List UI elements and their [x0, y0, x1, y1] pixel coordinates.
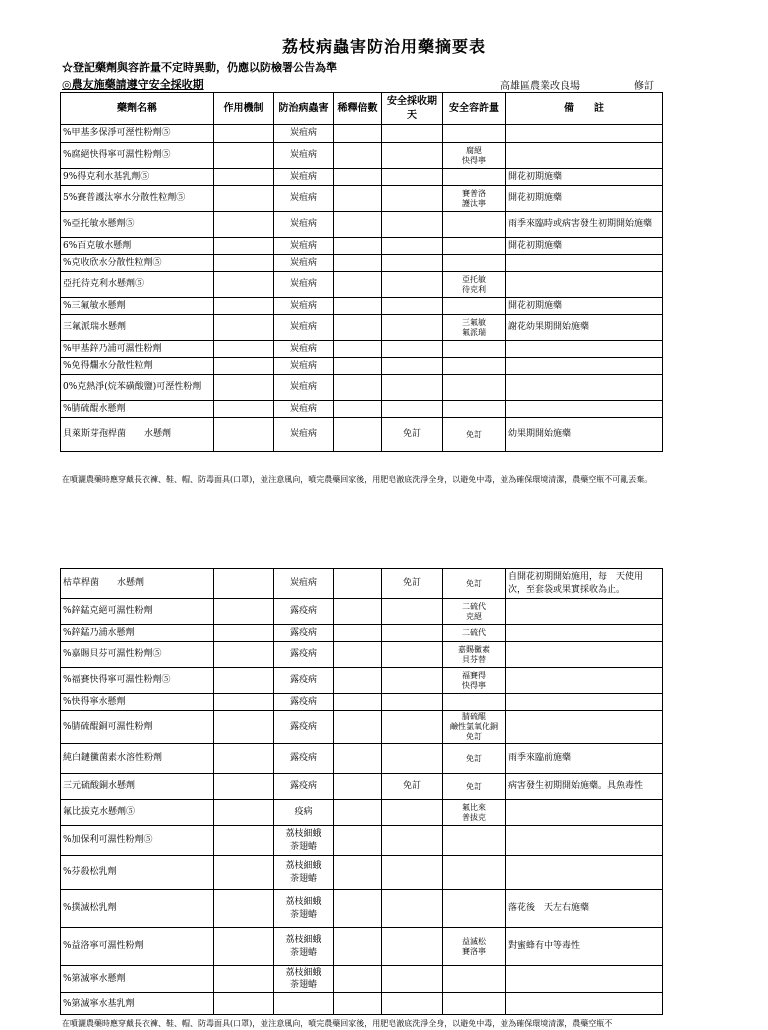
dilution-cell: [334, 341, 382, 358]
table-row: [61, 711, 663, 744]
header-mechanism: 作用機制: [214, 93, 274, 125]
table-row: [61, 375, 663, 401]
dilution-cell: [334, 599, 382, 625]
pesticide-name: %益洛寧可濕性粉劑: [61, 928, 214, 966]
pesticide-name: %腈硫醌水懸劑: [61, 401, 214, 418]
dilution-cell: [334, 625, 382, 642]
harvest-cell: [382, 212, 443, 238]
table-row: [61, 642, 663, 668]
harvest-cell: [382, 125, 443, 143]
harvest-cell: [382, 375, 443, 401]
table-row: [61, 668, 663, 694]
tolerance-cell: 二硫代 克絕: [443, 599, 506, 625]
mechanism-cell: [214, 826, 274, 856]
tolerance-cell: 腈硫醌 鹼性氯氧化銅 免訂: [443, 711, 506, 744]
remarks-cell: [506, 599, 663, 625]
pesticide-name: 三元硫酸銅水懸劑: [61, 774, 214, 800]
table-row: [61, 238, 663, 255]
harvest-note: ◎農友施藥請遵守安全採收期: [62, 78, 204, 91]
remarks-cell: 雨季來臨時或病害發生初期開始施藥: [506, 212, 663, 238]
pesticide-name: 0%克熱淨(烷苯磺酸鹽)可溼性粉劑: [61, 375, 214, 401]
dilution-cell: [334, 890, 382, 928]
remarks-cell: [506, 255, 663, 272]
pesticide-name: 6%百克敏水懸劑: [61, 238, 214, 255]
pesticide-table-1: [60, 92, 663, 452]
tolerance-cell: 亞托敏 待克利: [443, 272, 506, 298]
dilution-cell: [334, 169, 382, 186]
tolerance-cell: 二硫代: [443, 625, 506, 642]
remarks-cell: 開花初期施藥: [506, 238, 663, 255]
table-row: [61, 694, 663, 711]
harvest-cell: [382, 800, 443, 826]
table-row: [61, 890, 663, 928]
mechanism-cell: [214, 401, 274, 418]
table-row: [61, 169, 663, 186]
target-cell: 炭疽病: [274, 238, 334, 255]
dilution-cell: [334, 774, 382, 800]
target-cell: 露疫病: [274, 711, 334, 744]
header-remarks: 備 註: [506, 93, 663, 125]
remarks-cell: 自開花初期開始施用，每 天使用 次，至套袋或果實採收為止。: [506, 569, 663, 599]
tolerance-cell: [443, 255, 506, 272]
dilution-cell: [334, 238, 382, 255]
pesticide-name: %腈硫醌銅可濕性粉劑: [61, 711, 214, 744]
tolerance-cell: [443, 212, 506, 238]
mechanism-cell: [214, 993, 274, 1015]
tolerance-cell: [443, 826, 506, 856]
target-cell: 炭疽病: [274, 375, 334, 401]
harvest-cell: 免訂: [382, 569, 443, 599]
remarks-cell: 幼果期開始施藥: [506, 418, 663, 452]
tolerance-cell: [443, 694, 506, 711]
remarks-cell: [506, 143, 663, 169]
remarks-cell: [506, 856, 663, 890]
mechanism-cell: [214, 255, 274, 272]
header-target: 防治病蟲害: [274, 93, 334, 125]
harvest-cell: [382, 401, 443, 418]
target-cell: 炭疽病: [274, 341, 334, 358]
target-cell: 露疫病: [274, 668, 334, 694]
dilution-cell: [334, 358, 382, 375]
mechanism-cell: [214, 358, 274, 375]
dilution-cell: [334, 826, 382, 856]
mechanism-cell: [214, 599, 274, 625]
dilution-cell: [334, 668, 382, 694]
mechanism-cell: [214, 418, 274, 452]
pesticide-name: %腐絕快得寧可濕性粉劑⑤: [61, 143, 214, 169]
dilution-cell: [334, 993, 382, 1015]
tolerance-cell: 三氟敏 氟派瑞: [443, 315, 506, 341]
table-row: [61, 599, 663, 625]
remarks-cell: [506, 993, 663, 1015]
remarks-cell: 謝花幼果期開始施藥: [506, 315, 663, 341]
mechanism-cell: [214, 169, 274, 186]
pesticide-name: %甲基鋅乃浦可濕性粉劑: [61, 341, 214, 358]
mechanism-cell: [214, 298, 274, 315]
tolerance-cell: 免訂: [443, 774, 506, 800]
pesticide-name: %甲基多保淨可溼性粉劑⑤: [61, 125, 214, 143]
target-cell: 荔枝細蛾 荼翅蝽: [274, 928, 334, 966]
remarks-cell: [506, 358, 663, 375]
target-cell: 露疫病: [274, 599, 334, 625]
remarks-cell: [506, 401, 663, 418]
table-row: [61, 993, 663, 1015]
tolerance-cell: [443, 890, 506, 928]
target-cell: 炭疽病: [274, 186, 334, 212]
tolerance-cell: [443, 401, 506, 418]
table-row: [61, 774, 663, 800]
target-cell: [274, 993, 334, 1015]
remarks-cell: [506, 341, 663, 358]
tolerance-cell: [443, 125, 506, 143]
office-name: 高雄區農業改良場: [500, 81, 580, 92]
pesticide-name: 枯草桿菌 水懸劑: [61, 569, 214, 599]
table-row: [61, 826, 663, 856]
pesticide-name: 氟比拔克水懸劑⑤: [61, 800, 214, 826]
pesticide-name: %鋅錳克絕可濕性粉劑: [61, 599, 214, 625]
dilution-cell: [334, 401, 382, 418]
dilution-cell: [334, 143, 382, 169]
table-row: [61, 255, 663, 272]
target-cell: 荔枝細蛾 荼翅蝽: [274, 890, 334, 928]
safety-footnote-2: 在噴灑農藥時應穿戴長衣褲、鞋、帽、防毒面具(口罩)，並注意風向，噴完農藥回家後，用肥皂澈底洗淨全身，以避免中毒，並為確保環境清潔，農藥空瓶不: [62, 1019, 613, 1028]
remarks-cell: 病害發生初期開始施藥。具魚毒性: [506, 774, 663, 800]
table-row: [61, 418, 663, 452]
dilution-cell: [334, 272, 382, 298]
table-row: [61, 358, 663, 375]
tolerance-cell: 益滅松 賽洛寧: [443, 928, 506, 966]
tolerance-cell: 腐絕 快得寧: [443, 143, 506, 169]
tolerance-cell: 福賽得 快得寧: [443, 668, 506, 694]
pesticide-table-2: [60, 568, 663, 1015]
remarks-cell: 落花後 天左右施藥: [506, 890, 663, 928]
dilution-cell: [334, 298, 382, 315]
pesticide-name: %第滅寧水懸劑: [61, 966, 214, 993]
dilution-cell: [334, 966, 382, 993]
mechanism-cell: [214, 186, 274, 212]
target-cell: 炭疽病: [274, 125, 334, 143]
remarks-cell: 對蜜蜂有中等毒性: [506, 928, 663, 966]
pesticide-name: 9%得克利水基乳劑⑤: [61, 169, 214, 186]
dilution-cell: [334, 212, 382, 238]
header-dilution: 稀釋倍數: [334, 93, 382, 125]
safety-footnote: 在噴灑農藥時應穿戴長衣褲、鞋、帽、防毒面具(口罩)，並注意風向，噴完農藥回家後，用肥皂澈底洗淨全身，以避免中毒，並為確保環境清潔，農藥空瓶不可亂丟棄。: [62, 475, 653, 484]
mechanism-cell: [214, 890, 274, 928]
target-cell: 炭疽病: [274, 272, 334, 298]
remarks-cell: 開花初期施藥: [506, 169, 663, 186]
harvest-cell: [382, 625, 443, 642]
registration-note: ☆登記藥劑與容許量不定時異動，仍應以防檢署公告為準: [62, 61, 337, 74]
pesticide-name: %免得爛水分散性粒劑: [61, 358, 214, 375]
remarks-cell: [506, 668, 663, 694]
tolerance-cell: [443, 298, 506, 315]
target-cell: 荔枝細蛾 荼翅蝽: [274, 856, 334, 890]
table-row: [61, 744, 663, 774]
revised-label: 修訂: [634, 81, 654, 92]
remarks-cell: 雨季來臨前施藥: [506, 744, 663, 774]
remarks-cell: 開花初期施藥: [506, 298, 663, 315]
pesticide-name: %嘉賜貝芬可濕性粉劑⑤: [61, 642, 214, 668]
target-cell: 炭疽病: [274, 569, 334, 599]
harvest-cell: [382, 315, 443, 341]
harvest-cell: [382, 928, 443, 966]
tolerance-cell: [443, 238, 506, 255]
tolerance-cell: 嘉賜黴素 貝芬替: [443, 642, 506, 668]
target-cell: 炭疽病: [274, 298, 334, 315]
harvest-cell: [382, 143, 443, 169]
harvest-cell: [382, 169, 443, 186]
harvest-cell: [382, 238, 443, 255]
mechanism-cell: [214, 928, 274, 966]
mechanism-cell: [214, 800, 274, 826]
harvest-cell: 免訂: [382, 418, 443, 452]
tolerance-cell: 免訂: [443, 744, 506, 774]
tolerance-cell: 免訂: [443, 569, 506, 599]
remarks-cell: [506, 272, 663, 298]
table-row: [61, 625, 663, 642]
remarks-cell: [506, 711, 663, 744]
dilution-cell: [334, 186, 382, 212]
target-cell: 炭疽病: [274, 255, 334, 272]
pesticide-name: 亞托待克利水懸劑⑤: [61, 272, 214, 298]
target-cell: 炭疽病: [274, 169, 334, 186]
dilution-cell: [334, 711, 382, 744]
tolerance-cell: 免訂: [443, 418, 506, 452]
dilution-cell: [334, 642, 382, 668]
harvest-cell: [382, 826, 443, 856]
mechanism-cell: [214, 744, 274, 774]
dilution-cell: [334, 125, 382, 143]
mechanism-cell: [214, 143, 274, 169]
dilution-cell: [334, 315, 382, 341]
pesticide-name: 貝萊斯芽孢桿菌 水懸劑: [61, 418, 214, 452]
tolerance-cell: 賽普洛 護汰寧: [443, 186, 506, 212]
tolerance-cell: [443, 341, 506, 358]
table-row: [61, 856, 663, 890]
remarks-cell: [506, 966, 663, 993]
table-row: [61, 928, 663, 966]
mechanism-cell: [214, 711, 274, 744]
harvest-cell: [382, 358, 443, 375]
mechanism-cell: [214, 238, 274, 255]
target-cell: 疫病: [274, 800, 334, 826]
mechanism-cell: [214, 315, 274, 341]
harvest-cell: [382, 993, 443, 1015]
target-cell: 炭疽病: [274, 143, 334, 169]
table-row: [61, 212, 663, 238]
target-cell: 露疫病: [274, 744, 334, 774]
pesticide-name: %福賽快得寧可濕性粉劑⑤: [61, 668, 214, 694]
dilution-cell: [334, 255, 382, 272]
mechanism-cell: [214, 212, 274, 238]
harvest-cell: [382, 711, 443, 744]
harvest-cell: [382, 341, 443, 358]
harvest-cell: [382, 856, 443, 890]
mechanism-cell: [214, 774, 274, 800]
target-cell: 炭疽病: [274, 401, 334, 418]
pesticide-name: %克收欣水分散性粒劑⑤: [61, 255, 214, 272]
tolerance-cell: [443, 375, 506, 401]
table-row: [61, 966, 663, 993]
harvest-cell: [382, 966, 443, 993]
dilution-cell: [334, 569, 382, 599]
tolerance-cell: [443, 169, 506, 186]
target-cell: 炭疽病: [274, 418, 334, 452]
harvest-cell: [382, 599, 443, 625]
harvest-cell: [382, 694, 443, 711]
pesticide-name: 三氟派瑞水懸劑: [61, 315, 214, 341]
harvest-cell: [382, 298, 443, 315]
harvest-cell: [382, 744, 443, 774]
table-row: [61, 298, 663, 315]
target-cell: 露疫病: [274, 694, 334, 711]
table-row: [61, 401, 663, 418]
mechanism-cell: [214, 625, 274, 642]
remarks-cell: [506, 800, 663, 826]
target-cell: 荔枝細蛾 荼翅蝽: [274, 966, 334, 993]
target-cell: 炭疽病: [274, 315, 334, 341]
table-row: [61, 125, 663, 143]
pesticide-name: %亞托敏水懸劑⑤: [61, 212, 214, 238]
tolerance-cell: [443, 993, 506, 1015]
target-cell: 露疫病: [274, 774, 334, 800]
dilution-cell: [334, 418, 382, 452]
remarks-cell: [506, 375, 663, 401]
table-row: [61, 569, 663, 599]
pesticide-name: %加保利可濕性粉劑⑤: [61, 826, 214, 856]
table-row: [61, 800, 663, 826]
mechanism-cell: [214, 125, 274, 143]
tolerance-cell: [443, 856, 506, 890]
remarks-cell: 開花初期施藥: [506, 186, 663, 212]
dilution-cell: [334, 856, 382, 890]
table-row: [61, 341, 663, 358]
header-tolerance: 安全容許量: [443, 93, 506, 125]
harvest-cell: [382, 272, 443, 298]
mechanism-cell: [214, 375, 274, 401]
mechanism-cell: [214, 272, 274, 298]
target-cell: 炭疽病: [274, 358, 334, 375]
dilution-cell: [334, 800, 382, 826]
harvest-cell: [382, 890, 443, 928]
pesticide-name: %芬殺松乳劑: [61, 856, 214, 890]
tolerance-cell: 氟比來 普拔克: [443, 800, 506, 826]
dilution-cell: [334, 928, 382, 966]
target-cell: 荔枝細蛾 荼翅蝽: [274, 826, 334, 856]
table-row: [61, 315, 663, 341]
harvest-cell: [382, 186, 443, 212]
mechanism-cell: [214, 694, 274, 711]
pesticide-name: 純白鏈黴菌素水溶性粉劑: [61, 744, 214, 774]
target-cell: 炭疽病: [274, 212, 334, 238]
pesticide-name: 5%賽普護汰寧水分散性粒劑⑤: [61, 186, 214, 212]
pesticide-name: %鋅錳乃浦水懸劑: [61, 625, 214, 642]
header-name: 藥劑名稱: [61, 93, 214, 125]
pesticide-name: %三氟敏水懸劑: [61, 298, 214, 315]
harvest-cell: [382, 642, 443, 668]
dilution-cell: [334, 694, 382, 711]
mechanism-cell: [214, 569, 274, 599]
harvest-cell: [382, 668, 443, 694]
remarks-cell: [506, 826, 663, 856]
table-row: [61, 143, 663, 169]
header-harvest: 安全採收期 天: [382, 93, 443, 125]
table-row: [61, 186, 663, 212]
mechanism-cell: [214, 966, 274, 993]
page-title: 荔枝病蟲害防治用藥摘要表: [281, 37, 486, 56]
pesticide-name: %撲滅松乳劑: [61, 890, 214, 928]
remarks-cell: [506, 125, 663, 143]
dilution-cell: [334, 375, 382, 401]
harvest-cell: [382, 255, 443, 272]
harvest-cell: 免訂: [382, 774, 443, 800]
target-cell: 露疫病: [274, 642, 334, 668]
dilution-cell: [334, 744, 382, 774]
tolerance-cell: [443, 966, 506, 993]
table-row: [61, 272, 663, 298]
remarks-cell: [506, 642, 663, 668]
remarks-cell: [506, 694, 663, 711]
target-cell: 露疫病: [274, 625, 334, 642]
tolerance-cell: [443, 358, 506, 375]
mechanism-cell: [214, 341, 274, 358]
pesticide-name: %快得寧水懸劑: [61, 694, 214, 711]
remarks-cell: [506, 625, 663, 642]
pesticide-name: %第滅寧水基乳劑: [61, 993, 214, 1015]
mechanism-cell: [214, 668, 274, 694]
mechanism-cell: [214, 856, 274, 890]
mechanism-cell: [214, 642, 274, 668]
